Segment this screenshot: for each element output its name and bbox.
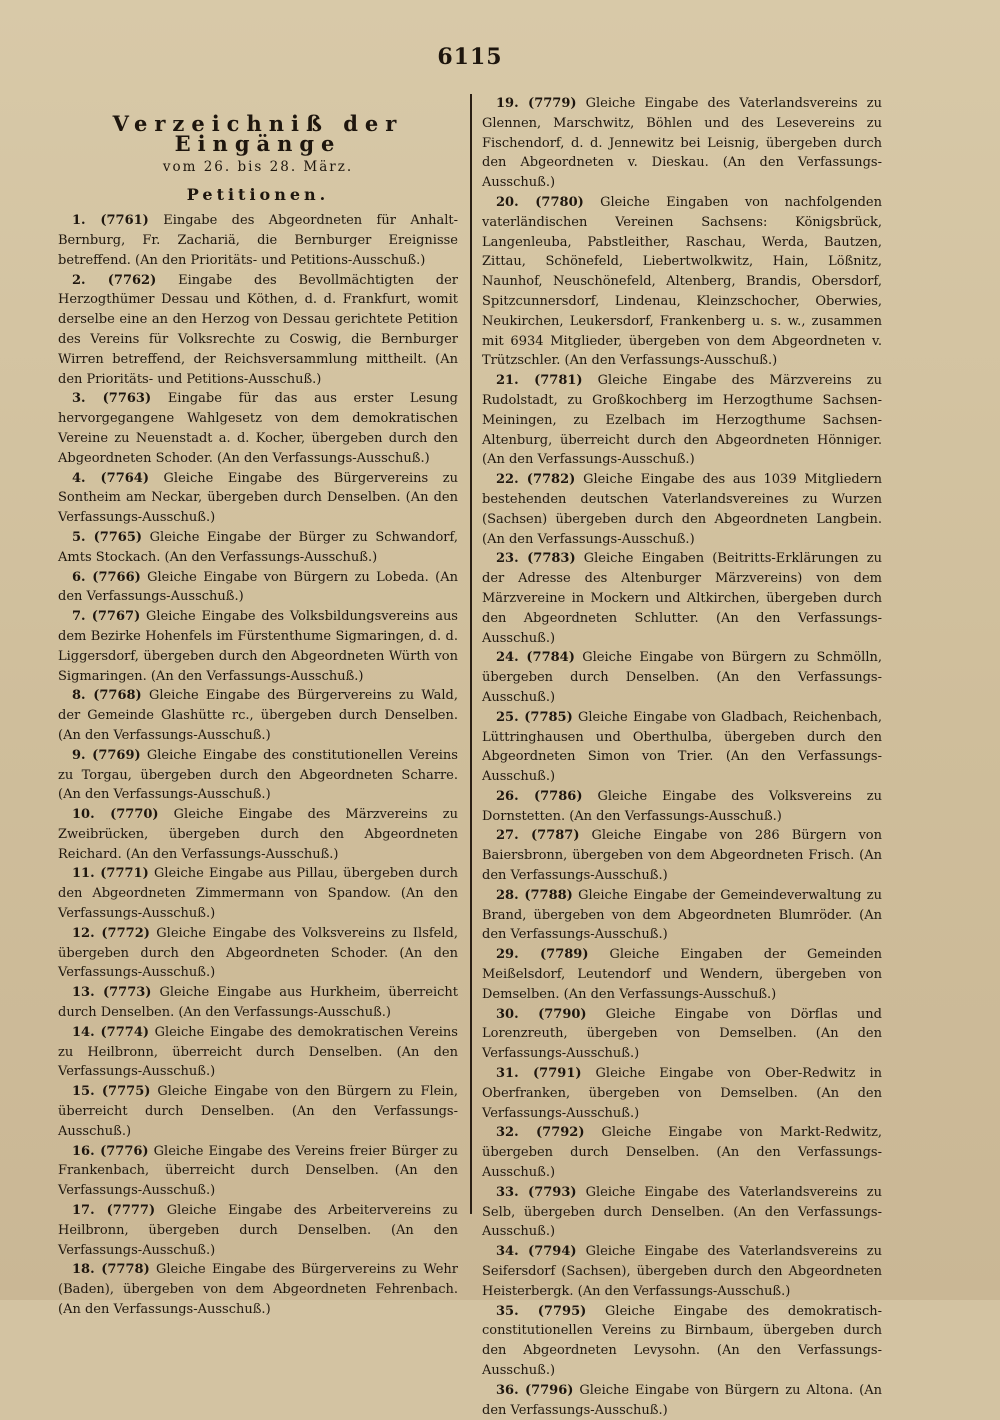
petition-number: 20. (7780) bbox=[496, 194, 584, 210]
petition-text: Gleiche Eingaben von nachfolgenden vaterländischen Vereinen Sachsens: Königsbrück, Langenleuba, Pabstleither, Raschau, Werda, Bautzen, Zittau, Schönefeld, Liebertwolkwitz, Hain, Lößnitz, Naunhof, Neuschönefeld, Altenberg, Brandis, Obersdorf, Spitzcunnersdorf, Lindenau, Kleinzschocher, Oberwies, Neukirchen, Leukersdorf, Frankenberg u. s. w., zusammen mit 6934 Mitglieder, übergeben von dem Abgeordneten v. Trützschler. (An den Verfassungs-Ausschuß.) bbox=[482, 194, 882, 369]
petition-text: Gleiche Eingabe von Dörflas und Lorenzreuth, übergeben von Demselben. (An den Verfassungs-Ausschuß.) bbox=[482, 1006, 882, 1062]
petition-text: Gleiche Eingabe der Bürger zu Schwandorf, Amts Stockach. (An den Verfassungs-Ausschuß.) bbox=[58, 529, 458, 565]
petition-entry bbox=[58, 1023, 458, 1082]
petition-entry bbox=[482, 1064, 882, 1123]
petition-text: Gleiche Eingaben der Gemeinden Meißelsdorf, Leutendorf und Wendern, übergeben von Demselben. (An den Verfassungs-Ausschuß.) bbox=[482, 947, 882, 1002]
page-heading: Verzeichniß der Eingänge bbox=[112, 111, 404, 156]
petition-entry bbox=[58, 607, 458, 686]
petition-text: Gleiche Eingabe des Vereins freier Bürger zu Frankenbach, überreicht durch Denselben. (An den Verfassungs-Ausschuß.) bbox=[58, 1143, 458, 1199]
page-number: 6115 bbox=[437, 44, 503, 70]
petition-entry bbox=[58, 746, 458, 805]
petition-entry bbox=[58, 686, 458, 745]
petition-number: 4. (7764) bbox=[72, 470, 149, 486]
petition-text: Gleiche Eingabe aus Hurkheim, überreicht durch Denselben. (An den Verfassungs-Ausschuß.) bbox=[58, 985, 458, 1021]
petition-text: Gleiche Eingabe des aus 1039 Mitgliedern bestehenden deutschen Vaterlandsvereines zu Wurzen (Sachsen) übergeben durch den Abgeordneten Langbein. (An den Verfassungs-Ausschuß.) bbox=[482, 472, 882, 547]
petition-text: Gleiche Eingabe des Volksvereins zu Dornstetten. (An den Verfassungs-Ausschuß.) bbox=[482, 788, 882, 824]
petition-entry bbox=[482, 1183, 882, 1242]
petition-entry bbox=[58, 1082, 458, 1141]
petition-text: Gleiche Eingabe des Märzvereins zu Zweibrücken, übergeben durch den Abgeordneten Reichard. (An den Verfassungs-Ausschuß.) bbox=[58, 807, 458, 862]
petition-text: Eingabe des Abgeordneten für Anhalt-Bernburg, Fr. Zachariä, die Bernburger Ereignisse betreffend. (An den Prioritäts- und Petitions-Ausschuß.) bbox=[58, 213, 458, 268]
petition-text: Eingabe für das aus erster Lesung hervorgegangene Wahlgesetz von dem demokratischen Vereine zu Neuenstadt a. d. Kocher, übergeben durch den Abgeordneten Schoder. (An den Verfassungs-Ausschuß.) bbox=[58, 391, 458, 466]
right-entry-list bbox=[482, 94, 882, 1420]
petition-text: Gleiche Eingaben (Beitritts-Erklärungen zu der Adresse des Altenburger Märzvereins) von dem Märzvereine in Mockern und Altkirchen, übergeben durch den Abgeordneten Schlutter. (An den Verfassungs-Ausschuß.) bbox=[482, 551, 882, 646]
petition-number: 8. (7768) bbox=[72, 688, 142, 704]
petition-entry bbox=[58, 805, 458, 864]
petition-entry bbox=[58, 528, 458, 568]
petition-text: Gleiche Eingabe der Gemeindeverwaltung zu Brand, übergeben von dem Abgeordneten Blumröder. (An den Verfassungs-Ausschuß.) bbox=[482, 887, 882, 943]
petition-text: Gleiche Eingabe von Markt-Redwitz, übergeben durch Denselben. (An den Verfassungs-Ausschuß.) bbox=[482, 1125, 882, 1181]
petition-entry bbox=[482, 708, 882, 787]
petition-number: 32. (7792) bbox=[496, 1125, 585, 1141]
petition-number: 7. (7767) bbox=[72, 609, 141, 625]
petition-number: 29. (7789) bbox=[496, 947, 589, 963]
petition-text: Gleiche Eingabe des demokratisch-constitutionellen Vereins zu Birnbaum, übergeben durch den Abgeordneten Levysohn. (An den Verfassungs-Ausschuß.) bbox=[482, 1303, 882, 1378]
petition-entry bbox=[58, 983, 458, 1023]
petition-text: Eingabe des Bevollmächtigten der Herzogthümer Dessau und Köthen, d. d. Frankfurt, womit derselbe eine an den Herzog von Dessau gerichtete Petition des Vereins für Volksrechte zu Coswig, die Bernburger Wirren betreffend, der Reichsversammlung mittheilt. (An den Prioritäts- und Petitions-Ausschuß.) bbox=[58, 272, 458, 387]
petition-number: 9. (7769) bbox=[72, 747, 141, 763]
petition-text: Gleiche Eingabe des Bürgervereins zu Sontheim am Neckar, übergeben durch Denselben. (An den Verfassungs-Ausschuß.) bbox=[58, 470, 458, 526]
section-title: Petitionen. bbox=[186, 185, 330, 205]
petition-text: Gleiche Eingabe des constitutionellen Vereins zu Torgau, übergeben durch den Abgeordneten Scharre. (An den Verfassungs-Ausschuß.) bbox=[58, 747, 458, 803]
petition-entry bbox=[482, 371, 882, 470]
petition-text: Gleiche Eingabe von Ober-Redwitz in Oberfranken, übergeben von Demselben. (An den Verfassungs-Ausschuß.) bbox=[482, 1066, 882, 1121]
petition-text: Gleiche Eingabe des Volksvereins zu Ilsfeld, übergeben durch den Abgeordneten Schoder. (An den Verfassungs-Ausschuß.) bbox=[58, 925, 458, 981]
petition-number: 10. (7770) bbox=[72, 807, 159, 823]
petition-text: Gleiche Eingabe des Arbeitervereins zu Heilbronn, übergeben durch Denselben. (An den Verfassungs-Ausschuß.) bbox=[58, 1203, 458, 1258]
petition-entry bbox=[482, 1242, 882, 1301]
petition-text: Gleiche Eingabe des Vaterlandsvereins zu Glennen, Marschwitz, Böhlen und des Lesevereins zu Fischendorf, d. d. Jennewitz bei Leisnig, übergeben durch den Abgeordneten v. Dieskau. (An den Verfassungs-Ausschuß.) bbox=[482, 96, 882, 191]
petition-number: 31. (7791) bbox=[496, 1066, 582, 1082]
petition-number: 12. (7772) bbox=[72, 925, 150, 941]
petition-entry bbox=[482, 549, 882, 648]
petition-entry bbox=[482, 945, 882, 1004]
petition-number: 6. (7766) bbox=[72, 569, 141, 585]
petition-text: Gleiche Eingabe von Gladbach, Reichenbach, Lüttringhausen und Oberthulba, übergeben durch den Abgeordneten Simon von Trier. (An den Verfassungs-Ausschuß.) bbox=[482, 709, 882, 785]
petition-text: Gleiche Eingabe des Bürgervereins zu Wald, der Gemeinde Glashütte rc., übergeben durch Denselben. (An den Verfassungs-Ausschuß.) bbox=[58, 688, 458, 743]
petition-text: Gleiche Eingabe des Volksbildungsvereins aus dem Bezirke Hohenfels im Fürstenthume Sigmaringen, d. d. Liggersdorf, übergeben durch den Abgeordneten Würth von Sigmaringen. (An den Verfassungs-Ausschuß.) bbox=[58, 609, 458, 684]
petition-text: Gleiche Eingabe von den Bürgern zu Flein, überreicht durch Denselben. (An den Verfassungs-Ausschuß.) bbox=[58, 1084, 458, 1139]
petition-entry bbox=[482, 648, 882, 707]
petition-entry bbox=[482, 470, 882, 549]
petition-number: 16. (7776) bbox=[72, 1143, 149, 1159]
petition-entry bbox=[58, 1201, 458, 1260]
petition-number: 30. (7790) bbox=[496, 1006, 587, 1022]
petition-number: 34. (7794) bbox=[496, 1244, 577, 1260]
petition-number: 28. (7788) bbox=[496, 887, 573, 903]
petition-entry bbox=[482, 193, 882, 371]
date-range: vom 26. bis 28. März. bbox=[162, 158, 354, 175]
petition-text: Gleiche Eingabe von Bürgern zu Altona. (An den Verfassungs-Ausschuß.) bbox=[482, 1382, 882, 1418]
petition-number: 5. (7765) bbox=[72, 529, 143, 545]
petition-number: 13. (7773) bbox=[72, 985, 152, 1001]
petition-entry bbox=[482, 1005, 882, 1064]
petition-number: 23. (7783) bbox=[496, 551, 576, 567]
petition-number: 17. (7777) bbox=[72, 1203, 156, 1219]
petition-text: Gleiche Eingabe des demokratischen Vereins zu Heilbronn, überreicht durch Denselben. (An den Verfassungs-Ausschuß.) bbox=[58, 1024, 458, 1080]
petition-number: 27. (7787) bbox=[496, 828, 580, 844]
petition-number: 3. (7763) bbox=[72, 391, 152, 407]
petition-text: Gleiche Eingabe des Vaterlandsvereins zu Selb, übergeben durch Denselben. (An den Verfassungs-Ausschuß.) bbox=[482, 1184, 882, 1240]
petition-text: Gleiche Eingabe des Bürgervereins zu Wehr (Baden), übergeben von dem Abgeordneten Fehrenbach. (An den Verfassungs-Ausschuß.) bbox=[58, 1262, 458, 1318]
petition-entry bbox=[58, 864, 458, 923]
right-column bbox=[482, 94, 882, 1420]
petition-number: 14. (7774) bbox=[72, 1024, 150, 1040]
petition-number: 25. (7785) bbox=[496, 709, 573, 725]
petition-number: 35. (7795) bbox=[496, 1303, 587, 1319]
petition-text: Gleiche Eingabe des Vaterlandsvereins zu Seifersdorf (Sachsen), übergeben durch den Abgeordneten Heisterbergk. (An den Verfassungs-Ausschuß.) bbox=[482, 1244, 882, 1299]
petition-entry bbox=[58, 924, 458, 983]
petition-number: 22. (7782) bbox=[496, 472, 576, 488]
petition-text: Gleiche Eingabe aus Pillau, übergeben durch den Abgeordneten Zimmermann von Spandow. (An den Verfassungs-Ausschuß.) bbox=[58, 866, 458, 922]
petition-number: 19. (7779) bbox=[496, 96, 577, 111]
left-column bbox=[58, 94, 458, 1320]
petition-number: 26. (7786) bbox=[496, 788, 583, 804]
petition-entry bbox=[58, 211, 458, 270]
petition-entry bbox=[482, 94, 882, 193]
petition-entry bbox=[482, 1123, 882, 1182]
petition-number: 18. (7778) bbox=[72, 1262, 150, 1278]
petition-entry bbox=[58, 469, 458, 528]
petition-entry bbox=[482, 886, 882, 945]
petition-entry bbox=[482, 1302, 882, 1381]
petition-entry bbox=[58, 1260, 458, 1319]
petition-text: Gleiche Eingabe von Bürgern zu Schmölln, übergeben durch Denselben. (An den Verfassungs-Ausschuß.) bbox=[482, 650, 882, 705]
petition-number: 21. (7781) bbox=[496, 373, 583, 389]
petition-entry bbox=[482, 787, 882, 827]
petition-entry bbox=[482, 1381, 882, 1420]
petition-text: Gleiche Eingabe von 286 Bürgern von Baiersbronn, übergeben von dem Abgeordneten Frisch. (An den Verfassungs-Ausschuß.) bbox=[482, 828, 882, 884]
petition-text: Gleiche Eingabe des Märzvereins zu Rudolstadt, zu Großkochberg im Herzogthume Sachsen-Meiningen, zu Ezelbach im Herzogthume Sachsen-Altenburg, überreicht durch den Abgeordneten Hönniger. (An den Verfassungs-Ausschuß.) bbox=[482, 373, 882, 468]
petition-entry bbox=[482, 826, 882, 885]
petition-number: 33. (7793) bbox=[496, 1184, 577, 1200]
petition-text: Gleiche Eingabe von Bürgern zu Lobeda. (An den Verfassungs-Ausschuß.) bbox=[58, 569, 458, 605]
petition-number: 36. (7796) bbox=[496, 1382, 574, 1398]
petition-entry bbox=[58, 568, 458, 608]
petition-number: 24. (7784) bbox=[496, 650, 575, 666]
left-entry-list bbox=[58, 211, 458, 1320]
petition-number: 15. (7775) bbox=[72, 1084, 151, 1100]
petition-entry bbox=[58, 271, 458, 390]
petition-number: 1. (7761) bbox=[72, 213, 149, 229]
petition-entry bbox=[58, 389, 458, 468]
petition-number: 2. (7762) bbox=[72, 272, 157, 288]
column-divider bbox=[470, 94, 472, 1214]
petition-entry bbox=[58, 1142, 458, 1201]
petition-number: 11. (7771) bbox=[72, 866, 149, 882]
